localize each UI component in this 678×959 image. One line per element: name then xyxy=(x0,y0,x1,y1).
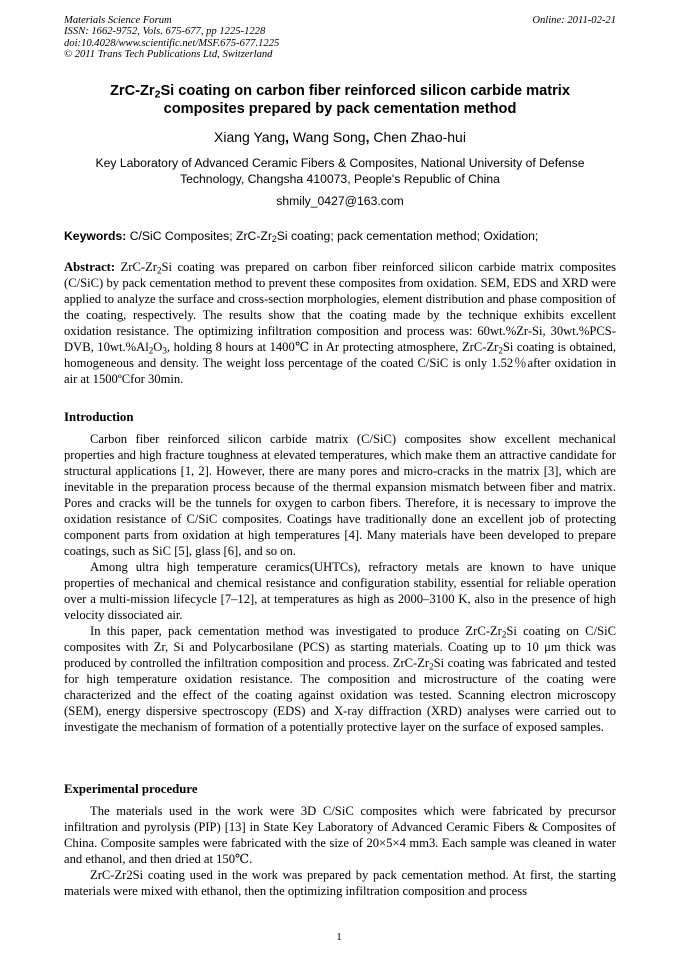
issn-line: ISSN: 1662-9752, Vols. 675-677, pp 1225-1228 xyxy=(64,26,266,38)
title-line-2: composites prepared by pack cementation method xyxy=(163,101,517,117)
keywords: Keywords: C/SiC Composites; ZrC-$Zr_2Si$ coating; pack cementation method; Oxidation; xyxy=(64,229,539,245)
paper-title xyxy=(64,82,616,118)
keywords-label: Keywords: xyxy=(64,229,127,243)
affiliation-line-2: Technology, Changsha 410073, People's Republic of China xyxy=(180,172,500,186)
experimental-section xyxy=(64,803,616,899)
copyright-line: © 2011 Trans Tech Publications Ltd, Switzerland xyxy=(64,48,273,60)
introduction-section xyxy=(64,431,616,735)
author-1: Xiang Yang xyxy=(214,129,286,145)
journal-name: Materials Science Forum xyxy=(64,15,172,26)
journal-header xyxy=(64,15,616,60)
affiliation xyxy=(64,155,616,187)
author-email[interactable]: shmily_0427@163.com xyxy=(276,194,404,208)
author-list: Xiang Yang, Wang Song, Chen Zhao-hui xyxy=(214,129,466,145)
author-2: Wang Song xyxy=(292,129,366,145)
abstract-label: Abstract: xyxy=(64,260,116,274)
affiliation-line-1: Key Laboratory of Advanced Ceramic Fibers & Composites, National University of Defense xyxy=(95,156,585,170)
introduction-paragraph-1: Carbon fiber reinforced silicon carbide matrix (C/SiC) composites show excellent mechanical properties and high fracture toughness at elevated temperatures, which make them an attractive candidate for structural applications [1, 2]. However, there are many pores and micro-cracks in the matrix [3], which are inevitable in the preparation process because of the thermal expansion mismatch between fiber and matrix. Pores and cracks will be the tunnels for oxygen to carbon fibers. Therefore, it is necessary to improve the oxidation resistance of C/SiC composites. Coatings have traditionally done an excellent job of protecting component parts from oxidation at high temperatures [4]. Many materials have been developed to prepare coatings, such as SiC [5], glass [6], and so on. xyxy=(64,432,616,558)
introduction-paragraph-2: Among ultra high temperature ceramics(UHTCs), refractory metals are known to have unique properties of mechanical and chemical resistance and configuration stability, essential for reliable operation over a multi-mission lifecycle [7–12], at temperatures as high as 2000–3100 K, also in the presence of high velocity dissociated air. xyxy=(64,560,616,622)
experimental-paragraph-2: ZrC-Zr2Si coating used in the work was prepared by pack cementation method. At first, the starting materials were mixed with ethanol, then the optimizing infiltration composition and process xyxy=(64,868,616,898)
abstract xyxy=(64,259,616,387)
abstract-paragraph: Abstract: ZrC-$Zr_2Si$ coating was prepared on carbon fiber reinforced silicon carbide matrix composites (C/SiC) by pack cementation method to prevent these composites from oxidation. SEM, EDS and XRD were applied to analyze the surface and cross-section morphologies, element distribution and phase composition of the coating, respectively. The results show that the coating made by the technique exhibits excellent oxidation resistance. The optimizing infiltration composition and process was: 60wt.%Zr-Si, 30wt.%PCS-DVB, $10wt.\%Al_2O_3$, holding 8 hours at 1400℃ in Ar protecting atmosphere, ZrC-$Zr_2Si$ coating is obtained, homogeneous and density. The weight loss percentage of the coated C/SiC is only 1.52％after oxidation in air at 1500ºCfor 30min. xyxy=(64,260,616,386)
doi-line[interactable]: doi:10.4028/www.scientific.net/MSF.675-677.1225 xyxy=(64,37,280,49)
author-3: Chen Zhao-hui xyxy=(373,129,466,145)
page-number: 1 xyxy=(336,931,342,943)
introduction-paragraph-3: In this paper, pack cementation method was investigated to produce ZrC-$Zr_2Si$ coating on C/SiC composites with Zr, Si and Polycarbosilane (PCS) as starting materials. Coating up to 10 μm thick was produced by controlled the infiltration composition and process. ZrC-$Zr_2Si$ coating was fabricated and tested for high temperature oxidation resistance. The composition and microstructure of the coating were characterized and the effect of the coating against oxidation was tested. Scanning electron microscopy (SEM), energy dispersive spectroscopy (EDS) and X-ray diffraction (XRD) analyses were carried out to investigate the mechanism of formation of a potentially protective layer on the surface of exposed samples. xyxy=(64,624,616,734)
section-heading-experimental: Experimental procedure xyxy=(64,782,198,796)
experimental-paragraph-1: The materials used in the work were 3D C/SiC composites which were fabricated by precursor infiltration and pyrolysis (PIP) [13] in State Key Laboratory of Advanced Ceramic Fibers & Composites of China. Composite samples were fabricated with the size of 20×5×4 mm3. Each sample was cleaned in water and ethanol, and then dried at 150℃. xyxy=(64,804,616,866)
section-heading-introduction: Introduction xyxy=(64,410,134,424)
title-line-1: ZrC-$Zr_2Si$ coating on carbon fiber reinforced silicon carbide matrix xyxy=(110,83,570,101)
online-date: Online: 2011-02-21 xyxy=(532,15,616,26)
